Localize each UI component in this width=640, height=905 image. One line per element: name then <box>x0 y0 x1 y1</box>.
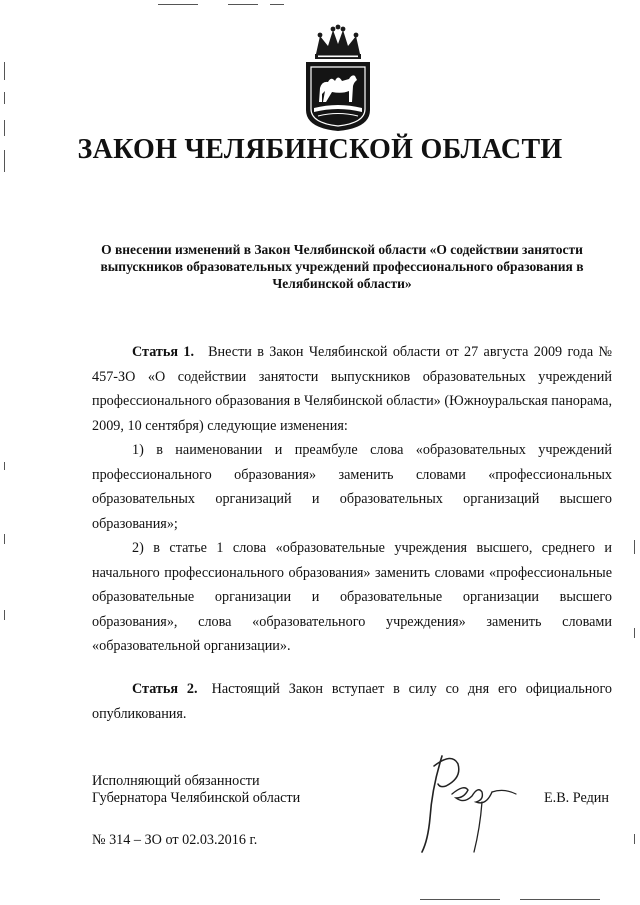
article-1-item-2: 2) в статье 1 слова «образовательные учреждения высшего, среднего и начального профессионального образования» заменить словами «профессиональные образовательные организации и образовательные организации высшего образования», слова «образовательного учреждения» заменить словами «образовательной организации». <box>92 540 612 654</box>
registration-number: № 314 – ЗО от 02.03.2016 г. <box>92 832 258 848</box>
signer-position <box>92 773 300 807</box>
law-subject-line: О внесении изменений в Закон Челябинской области «О содействии занятости <box>101 242 583 257</box>
signer-name: Е.В. Редин <box>544 790 609 806</box>
article-2-label: Статья 2. <box>132 681 198 697</box>
scan-artifact <box>4 462 5 470</box>
scan-artifact <box>634 628 635 638</box>
article-1-intro <box>92 340 612 438</box>
article-1-text: Внести в Закон Челябинской области от 27 августа 2009 года № 457-ЗО «О содействии занятости выпускников образовательных учреждений профессионального образования в Челябинской области» (Южноуральская панорама, 2009, 10 сентября) следующие изменения: <box>92 344 612 434</box>
signer-position-line: Исполняющий обязанности <box>92 773 260 789</box>
scan-artifact <box>4 534 5 544</box>
signer-position-line: Губернатора Челябинской области <box>92 790 301 806</box>
scan-artifact <box>520 899 600 900</box>
article-1-item-1: 1) в наименовании и преамбуле слова «образовательных учреждений профессионального образования» заменить словами «профессиональных образовательных организаций и образовательных организаций высшего образования»; <box>92 442 612 532</box>
handwritten-signature <box>412 748 532 860</box>
scan-artifact <box>634 834 635 844</box>
law-subject-line: Челябинской области» <box>272 276 412 291</box>
scan-artifact <box>4 92 5 104</box>
scan-artifact <box>228 4 258 5</box>
scan-artifact <box>634 540 635 554</box>
scan-artifact <box>420 899 500 900</box>
scan-artifact <box>270 4 284 5</box>
law-title: ЗАКОН ЧЕЛЯБИНСКОЙ ОБЛАСТИ <box>77 134 563 165</box>
scan-artifact <box>4 62 5 80</box>
article-2-text: Настоящий Закон вступает в силу со дня его официального опубликования. <box>92 681 613 722</box>
article-2 <box>92 677 612 726</box>
article-1-label: Статья 1. <box>132 344 195 360</box>
article-1 <box>92 340 612 659</box>
scan-artifact <box>4 610 5 620</box>
law-subject-line: выпускников образовательных учреждений профессионального образования в <box>100 259 584 274</box>
chelyabinsk-coat-of-arms-icon <box>302 24 374 132</box>
law-subject <box>92 241 592 292</box>
scan-artifact <box>158 4 198 5</box>
